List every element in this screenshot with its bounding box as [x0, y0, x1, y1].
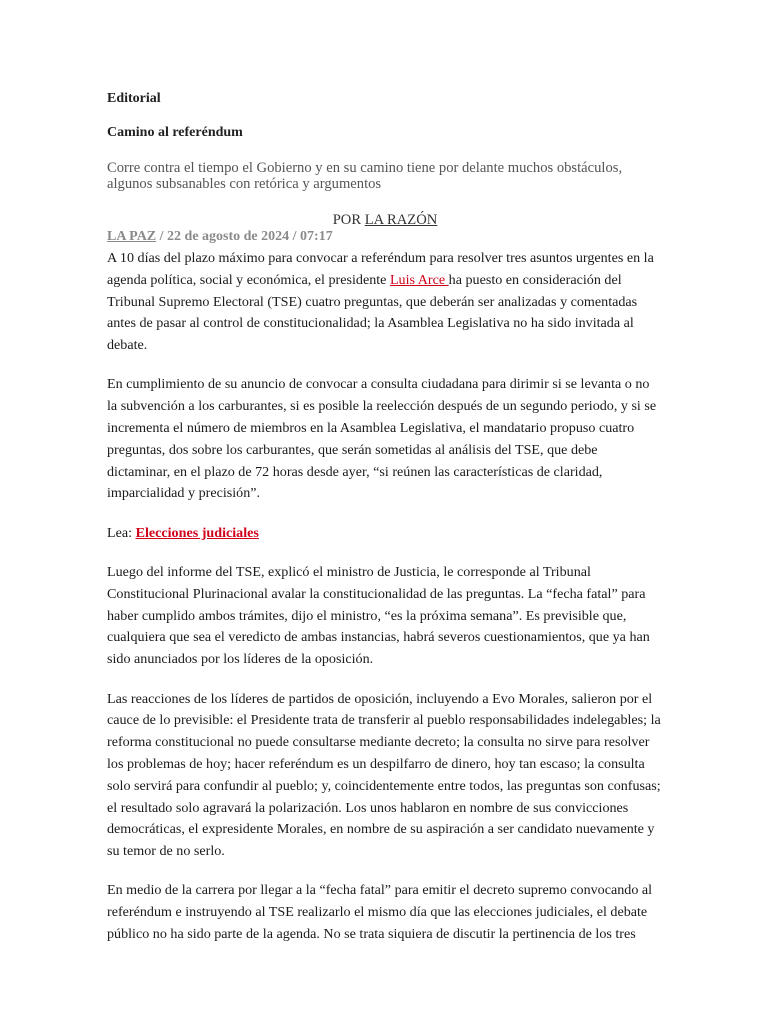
- section-label: Editorial: [107, 91, 161, 106]
- article-subtitle: Corre contra el tiempo el Gobierno y en su camino tiene por delante muchos obstáculos, algunos subsanables con retórica y argumentos: [107, 160, 623, 192]
- author-link[interactable]: LA RAZÓN: [364, 212, 438, 228]
- dateline-date: / 22 de agosto de 2024 / 07:17: [156, 229, 333, 244]
- paragraph-2: En cumplimiento de su anuncio de convocar a consulta ciudadana para dirimir si se levanta o no la subvención a los carburantes, si es posible la reelección después de un segundo periodo, y si se incrementa el número de miembros en la Asamblea Legislativa, el mandatario propuso cuatro preguntas, dos sobre los carburantes, que serán sometidas al análisis del TSE, que debe dictaminar, en el plazo de 72 horas desde ayer, “si reúnen las características de claridad, imparcialidad y precisión”.: [107, 376, 657, 502]
- person-link-luis-arce[interactable]: Luis Arce: [389, 271, 449, 288]
- dateline-city[interactable]: LA PAZ: [107, 229, 157, 244]
- read-also: [107, 523, 663, 545]
- related-article-link[interactable]: Elecciones judiciales: [135, 524, 259, 541]
- paragraph-1-start: A 10 días del plazo máximo para convocar a referéndum para resolver tres asuntos urgentes en la agenda política, social y económica, el presidente: [107, 250, 654, 288]
- paragraph-3: Luego del informe del TSE, explicó el ministro de Justicia, le corresponde al Tribunal Constitucional Plurinacional avalar la constitucionalidad de las preguntas. La “fecha fatal” para haber cumplido ambos trámites, dijo el ministro, “es la próxima semana”. Es previsible que, cualquiera que sea el veredicto de ambas instancias, habrá severos cuestionamientos, que ya han sido anunciados por los líderes de la oposición.: [107, 564, 650, 668]
- paragraph-5: En medio de la carrera por llegar a la “fecha fatal” para emitir el decreto supremo convocando al referéndum e instruyendo al TSE realizarlo el mismo día que las elecciones judiciales, el debate público no ha sido parte de la agenda. No se trata siquiera de discutir la pertinencia de los tres: [107, 882, 653, 943]
- byline: [107, 212, 663, 228]
- article-headline: Camino al referéndum: [107, 125, 243, 140]
- paragraph-1-end: ha puesto en consideración del Tribunal Supremo Electoral (TSE) cuatro preguntas, que deberán ser analizadas y comentadas antes de pasar al control de constitucionalidad; la Asamblea Legislativa no ha sido invitada al debate.: [107, 271, 638, 354]
- paragraph-1: [107, 248, 663, 357]
- dateline: [107, 229, 333, 245]
- paragraph-4: Las reacciones de los líderes de partidos de oposición, incluyendo a Evo Morales, salieron por el cauce de lo previsible: el Presidente trata de transferir al pueblo responsabilidades indelegables; la reforma constitucional no puede consultarse mediante decreto; la consulta no sirve para resolver los problemas de hoy; hacer referéndum es un despilfarro de dinero, hoy tan escaso; la consulta solo servirá para confundir al pueblo; y, coincidentemente entre todos, las preguntas son confusas; el resultado solo agravará la polarización. Los unos hablaron en nombre de sus convicciones democráticas, el expresidente Morales, en nombre de su aspiración a ser candidato nuevamente y su temor de no serlo.: [107, 690, 661, 860]
- read-also-prefix: Lea:: [107, 524, 136, 541]
- article-body: [107, 248, 663, 963]
- byline-prefix: POR: [332, 212, 365, 228]
